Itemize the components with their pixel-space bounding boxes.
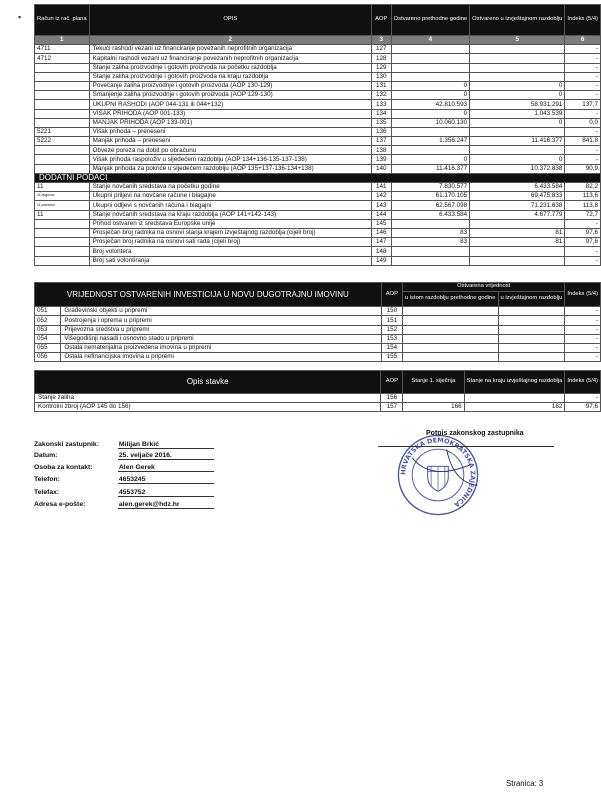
- row-prev-value: [391, 72, 469, 81]
- table-row: [35, 334, 601, 343]
- financial-table: [34, 4, 601, 266]
- row-prev-value: 42.810.593: [391, 100, 469, 109]
- official-stamp: [395, 432, 481, 518]
- table-row: [35, 45, 601, 54]
- email-value: alen.gerek@hdz.hr: [118, 501, 214, 509]
- row-index: -: [565, 91, 601, 100]
- row-opis: Prijevozna sredstva u pripremi: [61, 325, 381, 334]
- row-aop: 148: [371, 247, 391, 256]
- email-row: [34, 501, 214, 509]
- stavke-header-row: [35, 371, 601, 394]
- row-opis: Kontrolni zbroj (AOP 145 do 156): [35, 403, 381, 412]
- row-aop: 155: [381, 353, 402, 362]
- row-index: -: [565, 316, 601, 325]
- invest-col-group: Ostvarena vrijednost: [402, 283, 564, 292]
- stavke-col-aop: AOP: [381, 371, 403, 394]
- row-prev-value: [391, 45, 469, 54]
- row-index: -: [565, 353, 601, 362]
- signature-line: [378, 446, 554, 447]
- row-curr-value: 0: [470, 81, 565, 90]
- row-opis: Povećanje zaliha proizvodnje i gotovih proizvoda (AOP 130-129): [89, 81, 371, 90]
- row-racun: [35, 219, 90, 228]
- row-opis: Broj volontera: [89, 247, 371, 256]
- row-index: -: [565, 343, 601, 352]
- table-row: [35, 81, 601, 90]
- row-aop: 132: [371, 91, 391, 100]
- osoba-row: [34, 464, 214, 472]
- row-racun: 054: [35, 334, 61, 343]
- row-index: -: [565, 247, 601, 256]
- row-aop: 131: [371, 81, 391, 90]
- datum-value: 25. veljače 2016.: [118, 452, 214, 460]
- row-opis: Višak prihoda – preneseni: [89, 127, 371, 136]
- row-aop: 156: [381, 394, 403, 403]
- margin-mark: ▪: [18, 12, 22, 22]
- row-prev-value: [391, 219, 469, 228]
- osoba-value: Alen Gerek: [118, 464, 214, 472]
- row-aop: 135: [371, 118, 391, 127]
- row-prev-value: [391, 256, 469, 265]
- row-prev-value: 0: [391, 155, 469, 164]
- table-row: [35, 100, 601, 109]
- dodatni-title: DODATNI PODACI: [35, 173, 601, 182]
- row-racun: [35, 228, 90, 237]
- row-opis: Manjak prihoda – preneseni: [89, 137, 371, 146]
- row-opis: Stanje novčanih sredstava na početku godine: [89, 183, 371, 192]
- row-aop: 137: [371, 137, 391, 146]
- row-prev-value: [391, 54, 469, 63]
- invest-col-curr: u izvještajnom razdoblju: [498, 292, 565, 307]
- table-row: [35, 201, 601, 210]
- row-racun: 055: [35, 343, 61, 352]
- row-opis: Prihod ostvaren iz sredstava Europske unije: [89, 219, 371, 228]
- row-racun: 5222: [35, 137, 90, 146]
- datum-row: [34, 452, 214, 460]
- table-row: [35, 164, 601, 173]
- col-header-curr: Ostvareno u izvještajnom razdoblju: [470, 5, 565, 36]
- row-aop: 127: [371, 45, 391, 54]
- row-aop: 134: [371, 109, 391, 118]
- row-opis: Prosječan broj radnika na osnovi sati rada (cijeli broj): [89, 238, 371, 247]
- row-curr-value: [470, 146, 565, 155]
- row-racun: 053: [35, 325, 61, 334]
- table-row: [35, 183, 601, 192]
- datum-label: Datum:: [34, 452, 58, 459]
- row-prev-value: 7.830.577: [391, 183, 469, 192]
- telefon-value: 4653245: [118, 476, 214, 484]
- row-opis: Prosječan broj radnika na osnovi stanja krajem izvještajnog razdoblja (cijeli broj): [89, 228, 371, 237]
- row-curr-value: [464, 394, 565, 403]
- row-prev-value: [402, 334, 498, 343]
- row-curr-value: 0: [470, 118, 565, 127]
- row-prev-value: [402, 343, 498, 352]
- invest-col-aop: AOP: [381, 283, 402, 307]
- row-opis: Višak prihoda raspoloživ u sljedećem razdoblju (AOP 134+136-135-137-138): [89, 155, 371, 164]
- row-prev-value: 10.060.130: [391, 118, 469, 127]
- table-row: [35, 54, 601, 63]
- row-aop: 147: [371, 238, 391, 247]
- table-row: [35, 307, 601, 316]
- stavke-col-index: Indeks (5/4): [565, 371, 601, 394]
- table-row: [35, 228, 601, 237]
- table-row: [35, 155, 601, 164]
- row-prev-value: [402, 316, 498, 325]
- table-row: [35, 219, 601, 228]
- row-aop: 142: [371, 192, 391, 201]
- row-index: 0,0: [565, 118, 601, 127]
- row-index: 82,2: [565, 183, 601, 192]
- row-curr-value: 71.231.638: [470, 201, 565, 210]
- row-aop: 157: [381, 403, 403, 412]
- row-curr-value: 0: [470, 155, 565, 164]
- table-row: [35, 247, 601, 256]
- email-label: Adresa e-pošte:: [34, 501, 86, 508]
- row-opis: Manjak prihoda za pokriće u sljedećem razdoblju (AOP 135+137-136-134+138): [89, 164, 371, 173]
- row-curr-value: 69.475.833: [470, 192, 565, 201]
- row-racun: 11-potražno: [35, 201, 90, 210]
- table-row: [35, 109, 601, 118]
- col-header-aop: AOP: [371, 5, 391, 36]
- row-aop: 128: [371, 54, 391, 63]
- row-opis: Ostala nefinancijska imovina u pripremi: [61, 353, 381, 362]
- invest-col-index: Indeks (5/4): [565, 283, 601, 307]
- row-racun: [35, 72, 90, 81]
- row-opis: Ukupni odljevi s novčanih računa i blagajni: [89, 201, 371, 210]
- row-opis: VIŠAK PRIHODA (AOP 001-133): [89, 109, 371, 118]
- row-index: -: [565, 394, 601, 403]
- row-index: -: [565, 146, 601, 155]
- row-index: 90,9: [565, 164, 601, 173]
- row-curr-value: 81: [470, 238, 565, 247]
- row-prev-value: [402, 353, 498, 362]
- row-curr-value: 4.677.779: [470, 210, 565, 219]
- row-opis: Kapitalni rashodi vezani uz financiranje povezanih neprofitnih organizacija: [89, 54, 371, 63]
- table-row: [35, 146, 601, 155]
- row-prev-value: 1.356.247: [391, 137, 469, 146]
- row-curr-value: 58.931.291: [470, 100, 565, 109]
- row-curr-value: 81: [470, 228, 565, 237]
- row-prev-value: [391, 63, 469, 72]
- column-number-row: [35, 36, 601, 45]
- row-prev-value: 11.416.377: [391, 164, 469, 173]
- row-curr-value: [498, 325, 565, 334]
- row-index: -: [565, 72, 601, 81]
- row-index: 97,6: [565, 238, 601, 247]
- row-racun: 052: [35, 316, 61, 325]
- row-curr-value: [470, 127, 565, 136]
- row-prev-value: [402, 307, 498, 316]
- table-row: [35, 353, 601, 362]
- row-aop: 146: [371, 228, 391, 237]
- row-aop: 136: [371, 127, 391, 136]
- row-index: 72,7: [565, 210, 601, 219]
- row-racun: [35, 100, 90, 109]
- row-racun: 051: [35, 307, 61, 316]
- row-racun: [35, 146, 90, 155]
- invest-table: [34, 282, 601, 362]
- row-curr-value: [470, 54, 565, 63]
- rows-a-body: [35, 45, 601, 174]
- row-curr-value: [470, 63, 565, 72]
- row-prev-value: 166: [403, 403, 464, 412]
- telefax-row: [34, 489, 214, 497]
- dodatni-band-row: [35, 173, 601, 182]
- row-racun: [35, 164, 90, 173]
- row-curr-value: 10.372.838: [470, 164, 565, 173]
- row-index: -: [565, 81, 601, 90]
- row-racun: [35, 81, 90, 90]
- row-index: -: [565, 63, 601, 72]
- row-opis: Ostala nematerijalna proizvedena imovina u pripremi: [61, 343, 381, 352]
- table-row: [35, 137, 601, 146]
- table-row: [35, 72, 601, 81]
- invest-title: VRIJEDNOST OSTVARENIH INVESTICIJA U NOVU DUGOTRAJNU IMOVINU: [35, 283, 382, 307]
- row-racun: 11: [35, 183, 90, 192]
- row-aop: 138: [371, 146, 391, 155]
- row-aop: 153: [381, 334, 402, 343]
- row-curr-value: 6.433.584: [470, 183, 565, 192]
- stavke-col-curr: Stanje na kraju izvještajnog razdoblja: [464, 371, 565, 394]
- table-row: [35, 238, 601, 247]
- col-num-1: 1: [35, 36, 90, 45]
- col-num-5: 5: [470, 36, 565, 45]
- col-num-6: 6: [565, 36, 601, 45]
- row-opis: MANJAK PRIHODA (AOP 133-001): [89, 118, 371, 127]
- row-curr-value: [470, 72, 565, 81]
- row-racun: [35, 155, 90, 164]
- row-racun: [35, 109, 90, 118]
- row-racun: [35, 247, 90, 256]
- zastupnik-value: Milijan Brkić: [118, 441, 214, 449]
- row-racun: [35, 238, 90, 247]
- row-opis: Postrojenja i oprema u pripremi: [61, 316, 381, 325]
- row-curr-value: [470, 256, 565, 265]
- row-curr-value: [470, 45, 565, 54]
- telefon-label: Telefon:: [34, 476, 60, 483]
- row-opis: Smanjenje zaliha proizvodnje i gotovih proizvoda (AOP 129-130): [89, 91, 371, 100]
- osoba-label: Osoba za kontakt:: [34, 464, 93, 471]
- row-racun: [35, 118, 90, 127]
- row-curr-value: 1.043.539: [470, 109, 565, 118]
- row-index: -: [565, 219, 601, 228]
- row-racun: 056: [35, 353, 61, 362]
- table-header-row: [35, 5, 601, 36]
- row-opis: Višegodišnji nasadi i osnovno stado u pripremi: [61, 334, 381, 343]
- stavke-title: Opis stavke: [35, 371, 381, 394]
- table-row: [35, 394, 601, 403]
- stavke-table: [34, 370, 601, 412]
- row-racun: [35, 256, 90, 265]
- col-num-2: 2: [89, 36, 371, 45]
- zastupnik-label: Zakonski zastupnik:: [34, 441, 99, 448]
- table-row: [35, 91, 601, 100]
- row-prev-value: 0: [391, 81, 469, 90]
- row-opis: Stanje zaliha: [35, 394, 381, 403]
- row-racun: 11-dugovno: [35, 192, 90, 201]
- telefax-label: Telefax:: [34, 489, 60, 496]
- row-prev-value: 83: [391, 228, 469, 237]
- rows-invest-body: [35, 307, 601, 362]
- table-row: [35, 325, 601, 334]
- invest-col-prev: u istom razdoblju prethodne godine: [402, 292, 498, 307]
- col-num-4: 4: [391, 36, 469, 45]
- row-index: 841,8: [565, 137, 601, 146]
- row-racun: 11: [35, 210, 90, 219]
- row-prev-value: [391, 247, 469, 256]
- col-header-racun: Račun iz rač. plana: [35, 5, 90, 36]
- row-index: 137,7: [565, 100, 601, 109]
- row-curr-value: [498, 307, 565, 316]
- table-row: [35, 403, 601, 412]
- rows-dodatni-body: [35, 183, 601, 266]
- col-num-3: 3: [371, 36, 391, 45]
- row-prev-value: 0: [391, 109, 469, 118]
- row-prev-value: [391, 146, 469, 155]
- table-row: [35, 210, 601, 219]
- row-racun: 4711: [35, 45, 90, 54]
- zastupnik-row: [34, 441, 214, 449]
- row-racun: 4712: [35, 54, 90, 63]
- row-aop: 150: [381, 307, 402, 316]
- row-curr-value: [498, 353, 565, 362]
- row-racun: [35, 91, 90, 100]
- row-aop: 144: [371, 210, 391, 219]
- row-opis: Stanje novčanih sredstava na kraju razdoblja (AOP 141+142-143): [89, 210, 371, 219]
- telefon-row: [34, 476, 214, 484]
- row-index: -: [565, 127, 601, 136]
- row-prev-value: 0: [391, 91, 469, 100]
- row-index: 113,8: [565, 201, 601, 210]
- page-number: Stranica: 3: [506, 779, 544, 788]
- row-index: -: [565, 334, 601, 343]
- row-prev-value: 61.170.105: [391, 192, 469, 201]
- table-row: [35, 63, 601, 72]
- row-aop: 145: [371, 219, 391, 228]
- row-opis: Stanje zaliha proizvodnje i gotovih proizvoda na kraju razdoblja: [89, 72, 371, 81]
- row-aop: 133: [371, 100, 391, 109]
- row-index: -: [565, 307, 601, 316]
- row-aop: 154: [381, 343, 402, 352]
- row-aop: 139: [371, 155, 391, 164]
- row-curr-value: [470, 219, 565, 228]
- row-index: 97,6: [565, 403, 601, 412]
- table-row: [35, 316, 601, 325]
- table-row: [35, 118, 601, 127]
- row-index: -: [565, 45, 601, 54]
- row-aop: 143: [371, 201, 391, 210]
- table-row: [35, 343, 601, 352]
- rows-stavke-body: [35, 394, 601, 412]
- row-aop: 152: [381, 325, 402, 334]
- row-prev-value: 6.433.584: [391, 210, 469, 219]
- col-header-prev: Ostvareno prethodne godine: [391, 5, 469, 36]
- row-racun: 5221: [35, 127, 90, 136]
- row-racun: [35, 63, 90, 72]
- row-curr-value: [498, 316, 565, 325]
- row-opis: Obveze poreza na dobit po obračunu: [89, 146, 371, 155]
- row-curr-value: 0: [470, 91, 565, 100]
- row-curr-value: [498, 334, 565, 343]
- row-index: -: [565, 256, 601, 265]
- row-aop: 149: [371, 256, 391, 265]
- row-prev-value: [402, 325, 498, 334]
- row-index: 97,6: [565, 228, 601, 237]
- table-row: [35, 256, 601, 265]
- telefax-value: 4553752: [118, 489, 214, 497]
- col-header-opis: OPIS: [89, 5, 371, 36]
- row-index: -: [565, 325, 601, 334]
- row-opis: Građevinski objekti u pripremi: [61, 307, 381, 316]
- row-opis: UKUPNI RASHODI (AOP 044-131 ili 044+132): [89, 100, 371, 109]
- table-row: [35, 127, 601, 136]
- stamp-text: HRVATSKA DEMOKRATSKA ZAJEDNICA: [399, 436, 477, 509]
- row-prev-value: 83: [391, 238, 469, 247]
- row-aop: 129: [371, 63, 391, 72]
- row-aop: 151: [381, 316, 402, 325]
- col-header-index: Indeks (5/4): [565, 5, 601, 36]
- row-opis: Stanje zaliha proizvodnje i gotovih proizvoda na početku razdoblja: [89, 63, 371, 72]
- row-prev-value: [403, 394, 464, 403]
- row-index: -: [565, 54, 601, 63]
- row-aop: 130: [371, 72, 391, 81]
- row-opis: Broj sati volontiranja: [89, 256, 371, 265]
- row-curr-value: 162: [464, 403, 565, 412]
- row-prev-value: [391, 127, 469, 136]
- row-prev-value: 62.567.098: [391, 201, 469, 210]
- row-curr-value: [498, 343, 565, 352]
- row-curr-value: 11.416.377: [470, 137, 565, 146]
- row-index: -: [565, 109, 601, 118]
- row-aop: 141: [371, 183, 391, 192]
- table-row: [35, 192, 601, 201]
- invest-header-row-1: [35, 283, 601, 292]
- row-index: 113,6: [565, 192, 601, 201]
- signature-label: Potpis zakonskog zastupnika: [426, 430, 524, 437]
- row-opis: Tekući rashodi vezani uz financiranje povezanih neprofitnih organizacija: [89, 45, 371, 54]
- stavke-col-prev: Stanje 1. siječnja: [403, 371, 464, 394]
- row-opis: Ukupni priljevi na novčane račune i blagajne: [89, 192, 371, 201]
- row-index: -: [565, 155, 601, 164]
- row-curr-value: [470, 247, 565, 256]
- row-aop: 140: [371, 164, 391, 173]
